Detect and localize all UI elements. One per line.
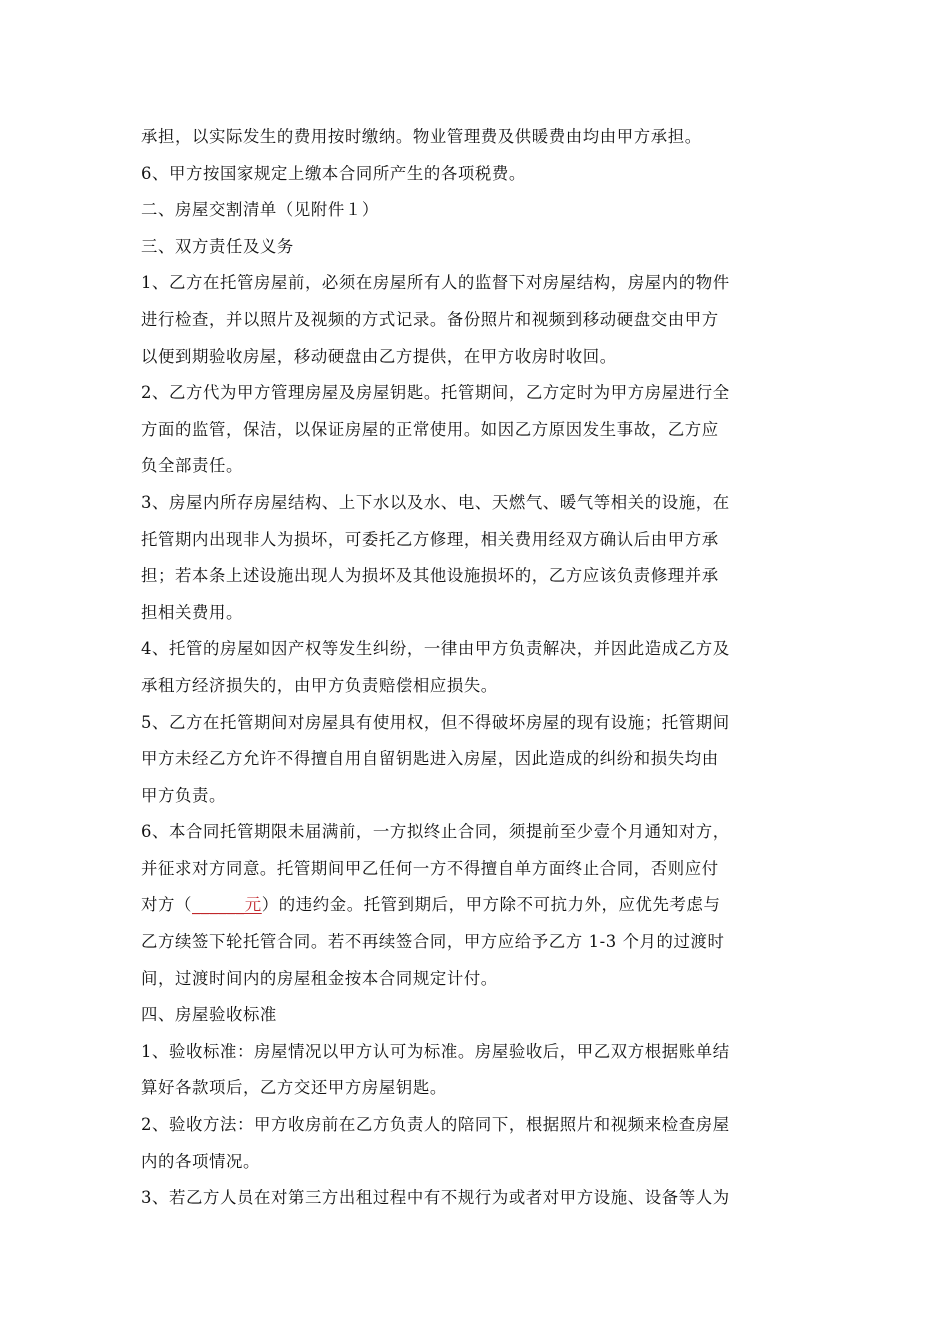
text-line: 间，过渡时间内的房屋租金按本合同规定计付。 xyxy=(141,968,498,988)
text-line: 承担，以实际发生的费用按时缴纳。物业管理费及供暖费由均由甲方承担。 xyxy=(141,127,702,146)
text-line: 乙方续签下轮托管合同。若不再续签合同，甲方应给予乙方 1-3 个月的过渡时 xyxy=(141,932,725,952)
text-line: 算好各款项后，乙方交还甲方房屋钥匙。 xyxy=(141,1078,447,1098)
penalty-line xyxy=(141,887,811,924)
text-line: 担；若本条上述设施出现人为损坏及其他设施损坏的，乙方应该负责修理并承 xyxy=(141,566,719,586)
text-line: 甲方未经乙方允许不得擅自用自留钥匙进入房屋，因此造成的纠纷和损失均由 xyxy=(141,749,719,769)
text-line: 并征求对方同意。托管期间甲乙任何一方不得擅自单方面终止合同，否则应付 xyxy=(141,858,719,878)
text-line: 承租方经济损失的，由甲方负责赔偿相应损失。 xyxy=(141,675,498,695)
penalty-amount-blank: ______元 xyxy=(191,895,262,915)
text-line: 负全部责任。 xyxy=(141,456,243,476)
text-line: 进行检查，并以照片及视频的方式记录。备份照片和视频到移动硬盘交由甲方 xyxy=(141,309,719,329)
section-heading: 四、房屋验收标准 xyxy=(141,1005,277,1025)
text-line: 1、乙方在托管房屋前，必须在房屋所有人的监督下对房屋结构，房屋内的物件 xyxy=(141,273,730,293)
text-line: 5、乙方在托管期间对房屋具有使用权，但不得破坏房屋的现有设施；托管期间 xyxy=(141,712,730,732)
text-line: 4、托管的房屋如因产权等发生纠纷，一律由甲方负责解决，并因此造成乙方及 xyxy=(141,639,730,659)
text-line: 方面的监管，保洁，以保证房屋的正常使用。如因乙方原因发生事故，乙方应 xyxy=(141,419,719,439)
text-line: 内的各项情况。 xyxy=(141,1151,260,1171)
text-line: 2、乙方代为甲方管理房屋及房屋钥匙。托管期间，乙方定时为甲方房屋进行全 xyxy=(141,383,730,403)
contract-text xyxy=(141,119,811,1217)
text-line: 6、本合同托管期限未届满前，一方拟终止合同，须提前至少壹个月通知对方， xyxy=(141,822,730,842)
text-line: 2、验收方法：甲方收房前在乙方负责人的陪同下，根据照片和视频来检查房屋 xyxy=(141,1115,730,1135)
text-line: 担相关费用。 xyxy=(141,602,243,622)
penalty-text-before: 对方（ xyxy=(141,895,192,915)
text-line: 以便到期验收房屋，移动硬盘由乙方提供，在甲方收房时收回。 xyxy=(141,346,617,366)
section-heading: 三、双方责任及义务 xyxy=(141,236,294,256)
section-heading: 二、房屋交割清单（见附件１） xyxy=(141,200,379,220)
text-line: 3、若乙方人员在对第三方出租过程中有不规行为或者对甲方设施、设备等人为 xyxy=(141,1188,730,1208)
penalty-text-after: ）的违约金。托管到期后，甲方除不可抗力外，应优先考虑与 xyxy=(261,895,721,915)
text-line: 6、甲方按国家规定上缴本合同所产生的各项税费。 xyxy=(141,163,526,183)
text-line: 甲方负责。 xyxy=(141,785,226,805)
text-line: 托管期内出现非人为损坏，可委托乙方修理，相关费用经双方确认后由甲方承 xyxy=(141,529,719,549)
text-line: 3、房屋内所存房屋结构、上下水以及水、电、天燃气、暖气等相关的设施，在 xyxy=(141,492,730,512)
text-line: 1、验收标准：房屋情况以甲方认可为标准。房屋验收后，甲乙双方根据账单结 xyxy=(141,1041,730,1061)
